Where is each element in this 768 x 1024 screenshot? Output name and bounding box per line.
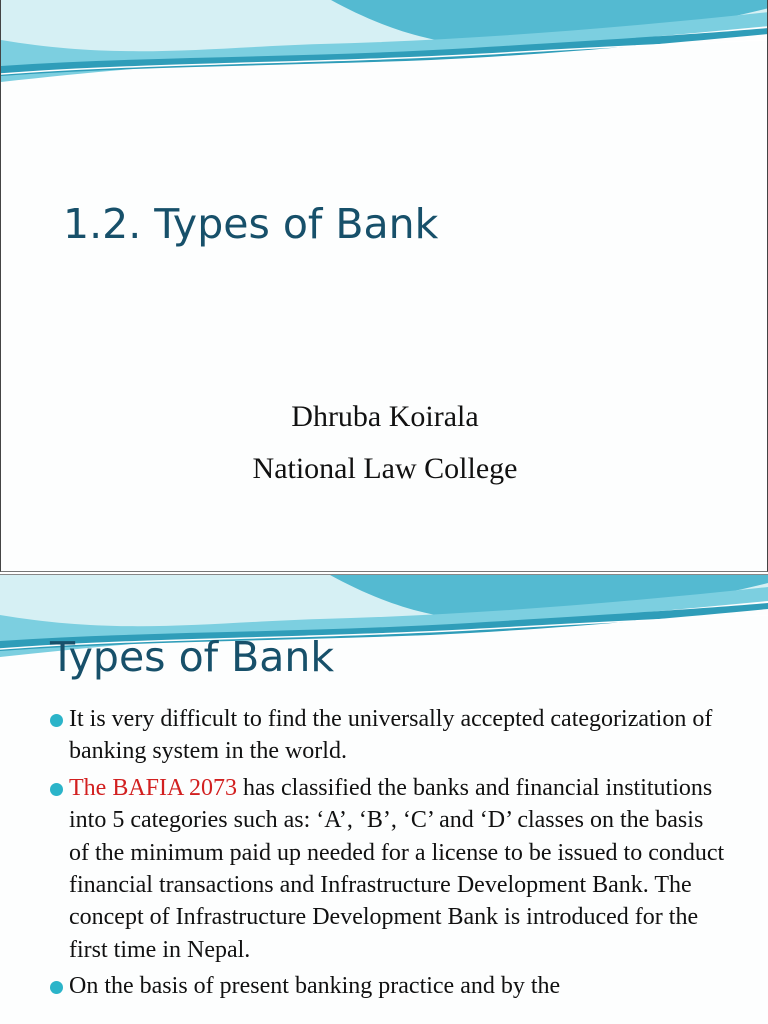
bullet-item [0,703,768,768]
bullet-text: has classified the banks and financial institutions into 5 categories such as: ‘A’, ‘B’, ‘C’ and ‘D’ classes on the basis of the minimum paid up needed for a license to be issued to conduct financial transactions and Infrastructure Development Bank. The concept of Infrastructure Development Bank is introduced for the first time in Nepal. [69,774,725,963]
bullet-text: It is very difficult to find the universally accepted categorization of banking system in the world. [69,706,713,765]
content-slide [0,574,768,1024]
slide-title: Types of Bank [50,633,335,681]
bullet-dot-icon [50,714,63,727]
bullet-highlight-text: The BAFIA 2073 [69,774,237,801]
slide-title: 1.2. Types of Bank [63,200,439,248]
bullet-item [0,970,768,1002]
bullet-text: On the basis of present banking practice and by the [69,973,561,1000]
bullet-item [0,772,768,966]
bullet-dot-icon [50,783,63,796]
header-wave-decoration [1,0,768,92]
bullet-list [0,703,768,1007]
author-affiliation: National Law College [252,452,518,485]
author-name: Dhruba Koirala [291,400,479,433]
bullet-dot-icon [50,981,63,994]
